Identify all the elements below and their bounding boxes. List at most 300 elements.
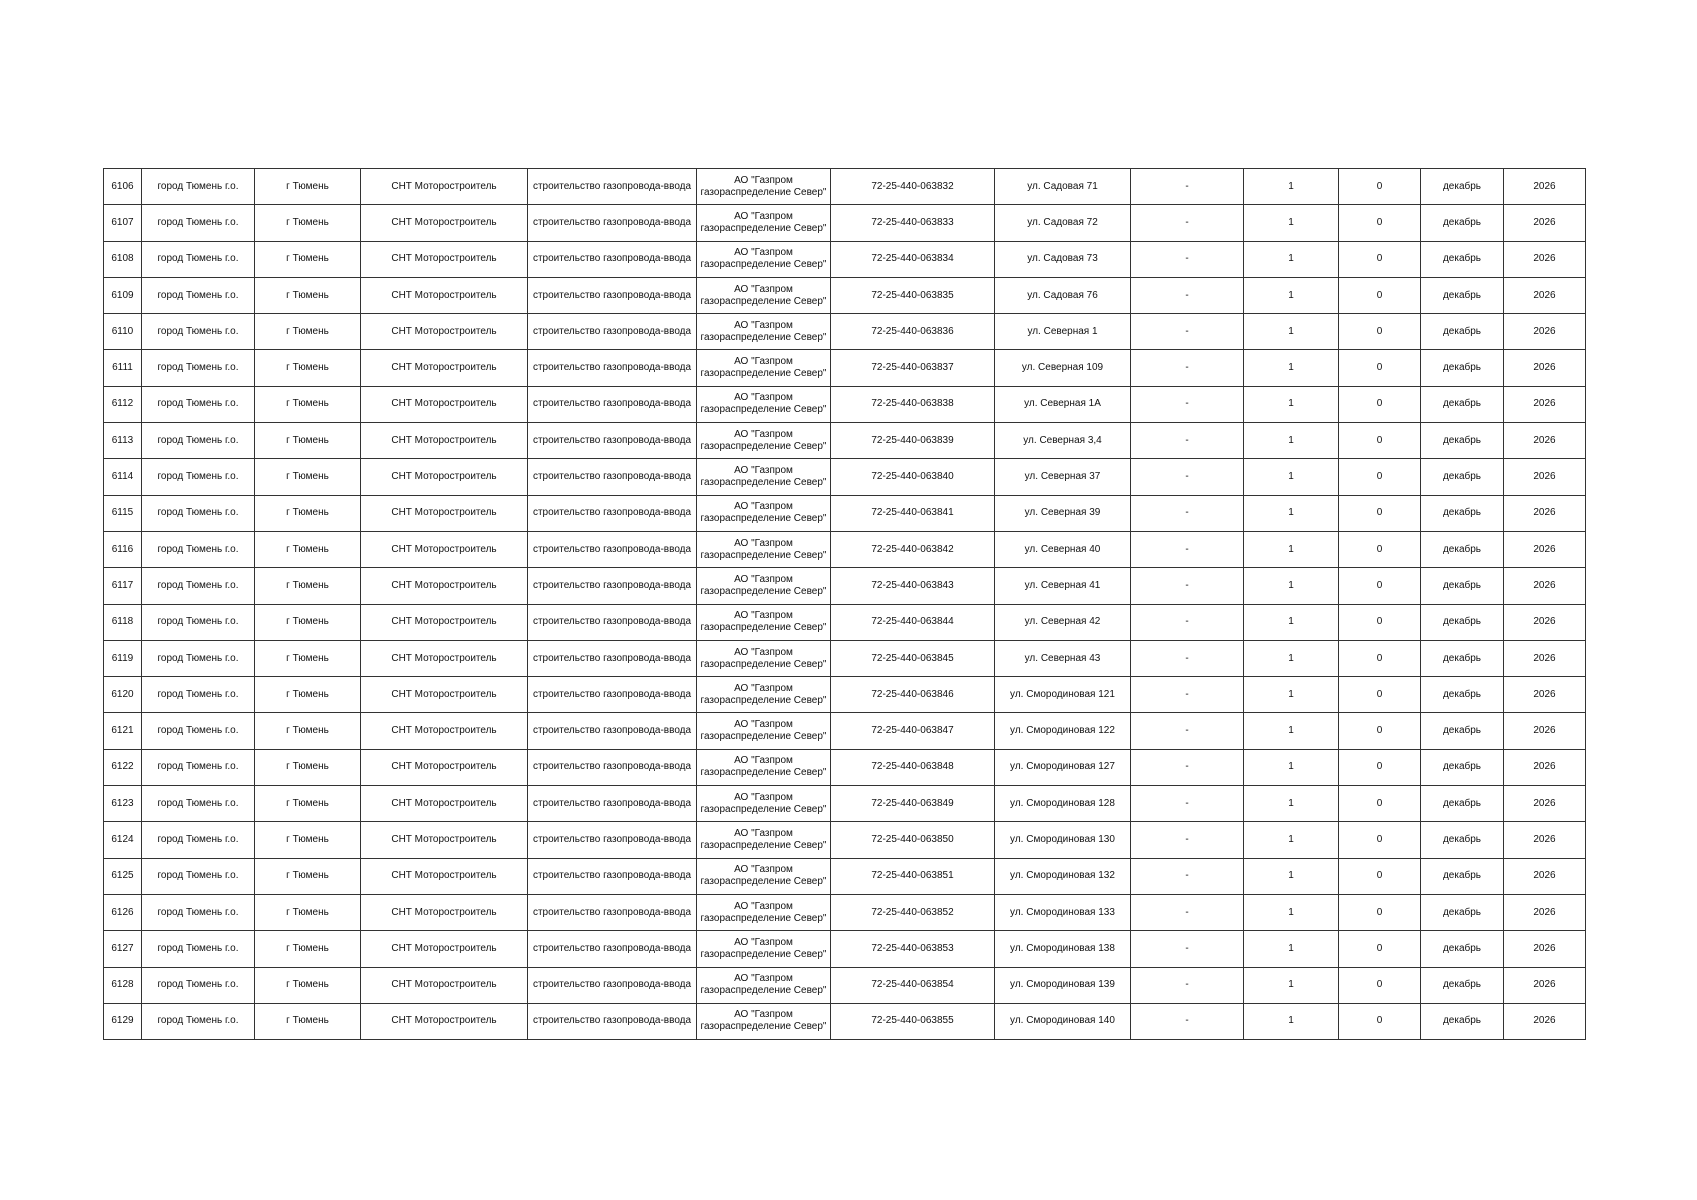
work-type-cell: строительство газопровода-ввода: [528, 967, 697, 1003]
dash-cell: -: [1131, 931, 1244, 967]
dash-cell: -: [1131, 386, 1244, 422]
work-type-cell: строительство газопровода-ввода: [528, 713, 697, 749]
zero-cell: 0: [1339, 786, 1421, 822]
zero-cell: 0: [1339, 677, 1421, 713]
address-cell: ул. Северная 37: [995, 459, 1131, 495]
table-body: [104, 169, 1586, 1040]
dash-cell: -: [1131, 314, 1244, 350]
snt-cell: СНТ Моторостроитель: [361, 386, 528, 422]
year-cell: 2026: [1504, 894, 1586, 930]
settlement-cell: г Тюмень: [255, 241, 361, 277]
quantity-cell: 1: [1244, 568, 1339, 604]
organization-line: АО "Газпром: [734, 755, 793, 767]
month-cell: декабрь: [1421, 568, 1504, 604]
work-type-cell: строительство газопровода-ввода: [528, 858, 697, 894]
organization-line: АО "Газпром: [734, 283, 793, 295]
work-type-cell: строительство газопровода-ввода: [528, 822, 697, 858]
dash-cell: -: [1131, 241, 1244, 277]
organization-line: АО "Газпром: [734, 682, 793, 694]
district-cell: город Тюмень г.о.: [142, 604, 255, 640]
month-cell: декабрь: [1421, 459, 1504, 495]
year-cell: 2026: [1504, 568, 1586, 604]
settlement-cell: г Тюмень: [255, 169, 361, 205]
cadastral-number-cell: 72-25-440-063845: [831, 640, 995, 676]
organization-line: газораспределение Север": [700, 331, 827, 343]
organization-cell: [697, 894, 831, 930]
snt-cell: СНТ Моторостроитель: [361, 423, 528, 459]
settlement-cell: г Тюмень: [255, 967, 361, 1003]
table-row: [104, 423, 1586, 459]
work-type-cell: строительство газопровода-ввода: [528, 1003, 697, 1039]
organization-line: газораспределение Север": [700, 839, 827, 851]
cadastral-number-cell: 72-25-440-063843: [831, 568, 995, 604]
organization-cell: [697, 531, 831, 567]
row-number: 6114: [104, 459, 142, 495]
snt-cell: СНТ Моторостроитель: [361, 459, 528, 495]
zero-cell: 0: [1339, 1003, 1421, 1039]
organization-line: газораспределение Север": [700, 694, 827, 706]
organization-line: АО "Газпром: [734, 1009, 793, 1021]
row-number: 6125: [104, 858, 142, 894]
month-cell: декабрь: [1421, 495, 1504, 531]
year-cell: 2026: [1504, 531, 1586, 567]
quantity-cell: 1: [1244, 241, 1339, 277]
work-type-cell: строительство газопровода-ввода: [528, 531, 697, 567]
organization-line: АО "Газпром: [734, 936, 793, 948]
district-cell: город Тюмень г.о.: [142, 205, 255, 241]
address-cell: ул. Смородиновая 133: [995, 894, 1131, 930]
zero-cell: 0: [1339, 749, 1421, 785]
organization-line: АО "Газпром: [734, 973, 793, 985]
work-type-cell: строительство газопровода-ввода: [528, 931, 697, 967]
snt-cell: СНТ Моторостроитель: [361, 277, 528, 313]
month-cell: декабрь: [1421, 1003, 1504, 1039]
organization-cell: [697, 241, 831, 277]
cadastral-number-cell: 72-25-440-063852: [831, 894, 995, 930]
quantity-cell: 1: [1244, 967, 1339, 1003]
dash-cell: -: [1131, 568, 1244, 604]
quantity-cell: 1: [1244, 314, 1339, 350]
snt-cell: СНТ Моторостроитель: [361, 967, 528, 1003]
work-type-cell: строительство газопровода-ввода: [528, 169, 697, 205]
organization-cell: [697, 604, 831, 640]
dash-cell: -: [1131, 1003, 1244, 1039]
month-cell: декабрь: [1421, 169, 1504, 205]
organization-line: газораспределение Север": [700, 368, 827, 380]
address-cell: ул. Северная 41: [995, 568, 1131, 604]
address-cell: ул. Смородиновая 122: [995, 713, 1131, 749]
settlement-cell: г Тюмень: [255, 822, 361, 858]
quantity-cell: 1: [1244, 822, 1339, 858]
district-cell: город Тюмень г.о.: [142, 241, 255, 277]
organization-cell: [697, 568, 831, 604]
table-row: [104, 1003, 1586, 1039]
address-cell: ул. Смородиновая 139: [995, 967, 1131, 1003]
month-cell: декабрь: [1421, 713, 1504, 749]
work-type-cell: строительство газопровода-ввода: [528, 205, 697, 241]
snt-cell: СНТ Моторостроитель: [361, 786, 528, 822]
district-cell: город Тюмень г.о.: [142, 640, 255, 676]
dash-cell: -: [1131, 495, 1244, 531]
table-row: [104, 749, 1586, 785]
address-cell: ул. Северная 1: [995, 314, 1131, 350]
snt-cell: СНТ Моторостроитель: [361, 205, 528, 241]
address-cell: ул. Смородиновая 121: [995, 677, 1131, 713]
snt-cell: СНТ Моторостроитель: [361, 495, 528, 531]
cadastral-number-cell: 72-25-440-063847: [831, 713, 995, 749]
work-type-cell: строительство газопровода-ввода: [528, 604, 697, 640]
work-type-cell: строительство газопровода-ввода: [528, 568, 697, 604]
organization-line: газораспределение Север": [700, 658, 827, 670]
quantity-cell: 1: [1244, 350, 1339, 386]
table-row: [104, 786, 1586, 822]
year-cell: 2026: [1504, 277, 1586, 313]
work-type-cell: строительство газопровода-ввода: [528, 749, 697, 785]
address-cell: ул. Смородиновая 140: [995, 1003, 1131, 1039]
quantity-cell: 1: [1244, 531, 1339, 567]
organization-cell: [697, 786, 831, 822]
organization-line: АО "Газпром: [734, 501, 793, 513]
organization-line: АО "Газпром: [734, 392, 793, 404]
year-cell: 2026: [1504, 386, 1586, 422]
quantity-cell: 1: [1244, 459, 1339, 495]
district-cell: город Тюмень г.о.: [142, 423, 255, 459]
quantity-cell: 1: [1244, 894, 1339, 930]
dash-cell: -: [1131, 169, 1244, 205]
month-cell: декабрь: [1421, 786, 1504, 822]
quantity-cell: 1: [1244, 713, 1339, 749]
snt-cell: СНТ Моторостроитель: [361, 640, 528, 676]
address-cell: ул. Северная 3,4: [995, 423, 1131, 459]
cadastral-number-cell: 72-25-440-063835: [831, 277, 995, 313]
snt-cell: СНТ Моторостроитель: [361, 749, 528, 785]
organization-line: АО "Газпром: [734, 573, 793, 585]
quantity-cell: 1: [1244, 495, 1339, 531]
settlement-cell: г Тюмень: [255, 677, 361, 713]
year-cell: 2026: [1504, 350, 1586, 386]
organization-cell: [697, 350, 831, 386]
district-cell: город Тюмень г.о.: [142, 786, 255, 822]
quantity-cell: 1: [1244, 640, 1339, 676]
address-cell: ул. Северная 1А: [995, 386, 1131, 422]
year-cell: 2026: [1504, 604, 1586, 640]
year-cell: 2026: [1504, 713, 1586, 749]
organization-line: газораспределение Север": [700, 585, 827, 597]
district-cell: город Тюмень г.о.: [142, 350, 255, 386]
settlement-cell: г Тюмень: [255, 858, 361, 894]
settlement-cell: г Тюмень: [255, 459, 361, 495]
zero-cell: 0: [1339, 858, 1421, 894]
work-type-cell: строительство газопровода-ввода: [528, 786, 697, 822]
year-cell: 2026: [1504, 931, 1586, 967]
dash-cell: -: [1131, 277, 1244, 313]
table-row: [104, 350, 1586, 386]
year-cell: 2026: [1504, 495, 1586, 531]
zero-cell: 0: [1339, 386, 1421, 422]
organization-line: газораспределение Север": [700, 876, 827, 888]
quantity-cell: 1: [1244, 749, 1339, 785]
district-cell: город Тюмень г.о.: [142, 531, 255, 567]
cadastral-number-cell: 72-25-440-063841: [831, 495, 995, 531]
work-type-cell: строительство газопровода-ввода: [528, 495, 697, 531]
cadastral-number-cell: 72-25-440-063846: [831, 677, 995, 713]
organization-cell: [697, 858, 831, 894]
month-cell: декабрь: [1421, 314, 1504, 350]
organization-line: газораспределение Север": [700, 477, 827, 489]
settlement-cell: г Тюмень: [255, 786, 361, 822]
table-row: [104, 604, 1586, 640]
table-row: [104, 677, 1586, 713]
organization-line: газораспределение Север": [700, 803, 827, 815]
organization-line: газораспределение Север": [700, 440, 827, 452]
table-row: [104, 314, 1586, 350]
organization-line: газораспределение Север": [700, 767, 827, 779]
organization-cell: [697, 677, 831, 713]
organization-line: АО "Газпром: [734, 610, 793, 622]
address-cell: ул. Северная 42: [995, 604, 1131, 640]
month-cell: декабрь: [1421, 423, 1504, 459]
organization-cell: [697, 495, 831, 531]
organization-cell: [697, 459, 831, 495]
zero-cell: 0: [1339, 241, 1421, 277]
row-number: 6124: [104, 822, 142, 858]
organization-line: АО "Газпром: [734, 791, 793, 803]
row-number: 6108: [104, 241, 142, 277]
snt-cell: СНТ Моторостроитель: [361, 350, 528, 386]
organization-cell: [697, 277, 831, 313]
table-row: [104, 713, 1586, 749]
settlement-cell: г Тюмень: [255, 423, 361, 459]
organization-line: АО "Газпром: [734, 247, 793, 259]
settlement-cell: г Тюмень: [255, 350, 361, 386]
organization-cell: [697, 713, 831, 749]
organization-line: АО "Газпром: [734, 864, 793, 876]
settlement-cell: г Тюмень: [255, 205, 361, 241]
quantity-cell: 1: [1244, 931, 1339, 967]
settlement-cell: г Тюмень: [255, 531, 361, 567]
month-cell: декабрь: [1421, 894, 1504, 930]
month-cell: декабрь: [1421, 531, 1504, 567]
organization-line: газораспределение Север": [700, 731, 827, 743]
month-cell: декабрь: [1421, 822, 1504, 858]
row-number: 6117: [104, 568, 142, 604]
zero-cell: 0: [1339, 423, 1421, 459]
address-cell: ул. Садовая 73: [995, 241, 1131, 277]
dash-cell: -: [1131, 640, 1244, 676]
district-cell: город Тюмень г.о.: [142, 568, 255, 604]
table-row: [104, 568, 1586, 604]
table-row: [104, 531, 1586, 567]
zero-cell: 0: [1339, 205, 1421, 241]
work-type-cell: строительство газопровода-ввода: [528, 894, 697, 930]
year-cell: 2026: [1504, 205, 1586, 241]
month-cell: декабрь: [1421, 386, 1504, 422]
cadastral-number-cell: 72-25-440-063849: [831, 786, 995, 822]
year-cell: 2026: [1504, 1003, 1586, 1039]
dash-cell: -: [1131, 749, 1244, 785]
month-cell: декабрь: [1421, 205, 1504, 241]
table-row: [104, 169, 1586, 205]
work-type-cell: строительство газопровода-ввода: [528, 241, 697, 277]
district-cell: город Тюмень г.о.: [142, 858, 255, 894]
work-type-cell: строительство газопровода-ввода: [528, 677, 697, 713]
organization-line: газораспределение Север": [700, 622, 827, 634]
year-cell: 2026: [1504, 423, 1586, 459]
organization-cell: [697, 314, 831, 350]
settlement-cell: г Тюмень: [255, 495, 361, 531]
dash-cell: -: [1131, 894, 1244, 930]
organization-line: газораспределение Север": [700, 1021, 827, 1033]
district-cell: город Тюмень г.о.: [142, 386, 255, 422]
snt-cell: СНТ Моторостроитель: [361, 604, 528, 640]
quantity-cell: 1: [1244, 677, 1339, 713]
zero-cell: 0: [1339, 604, 1421, 640]
dash-cell: -: [1131, 205, 1244, 241]
snt-cell: СНТ Моторостроитель: [361, 531, 528, 567]
snt-cell: СНТ Моторостроитель: [361, 314, 528, 350]
table-row: [104, 931, 1586, 967]
address-cell: ул. Северная 109: [995, 350, 1131, 386]
month-cell: декабрь: [1421, 931, 1504, 967]
address-cell: ул. Садовая 76: [995, 277, 1131, 313]
snt-cell: СНТ Моторостроитель: [361, 241, 528, 277]
settlement-cell: г Тюмень: [255, 277, 361, 313]
snt-cell: СНТ Моторостроитель: [361, 568, 528, 604]
organization-line: АО "Газпром: [734, 900, 793, 912]
organization-cell: [697, 822, 831, 858]
organization-line: АО "Газпром: [734, 428, 793, 440]
district-cell: город Тюмень г.о.: [142, 277, 255, 313]
table-row: [104, 858, 1586, 894]
row-number: 6110: [104, 314, 142, 350]
work-type-cell: строительство газопровода-ввода: [528, 350, 697, 386]
organization-line: газораспределение Север": [700, 948, 827, 960]
zero-cell: 0: [1339, 822, 1421, 858]
organization-line: АО "Газпром: [734, 465, 793, 477]
year-cell: 2026: [1504, 640, 1586, 676]
dash-cell: -: [1131, 350, 1244, 386]
settlement-cell: г Тюмень: [255, 931, 361, 967]
quantity-cell: 1: [1244, 386, 1339, 422]
year-cell: 2026: [1504, 241, 1586, 277]
snt-cell: СНТ Моторостроитель: [361, 677, 528, 713]
quantity-cell: 1: [1244, 277, 1339, 313]
district-cell: город Тюмень г.о.: [142, 931, 255, 967]
settlement-cell: г Тюмень: [255, 713, 361, 749]
cadastral-number-cell: 72-25-440-063834: [831, 241, 995, 277]
cadastral-number-cell: 72-25-440-063839: [831, 423, 995, 459]
row-number: 6128: [104, 967, 142, 1003]
organization-line: АО "Газпром: [734, 356, 793, 368]
quantity-cell: 1: [1244, 1003, 1339, 1039]
dash-cell: -: [1131, 531, 1244, 567]
organization-cell: [697, 423, 831, 459]
settlement-cell: г Тюмень: [255, 604, 361, 640]
row-number: 6111: [104, 350, 142, 386]
row-number: 6129: [104, 1003, 142, 1039]
address-cell: ул. Садовая 71: [995, 169, 1131, 205]
month-cell: декабрь: [1421, 749, 1504, 785]
row-number: 6113: [104, 423, 142, 459]
table-row: [104, 205, 1586, 241]
address-cell: ул. Смородиновая 130: [995, 822, 1131, 858]
dash-cell: -: [1131, 604, 1244, 640]
month-cell: декабрь: [1421, 858, 1504, 894]
dash-cell: -: [1131, 677, 1244, 713]
work-type-cell: строительство газопровода-ввода: [528, 314, 697, 350]
zero-cell: 0: [1339, 713, 1421, 749]
district-cell: город Тюмень г.о.: [142, 1003, 255, 1039]
quantity-cell: 1: [1244, 205, 1339, 241]
address-cell: ул. Смородиновая 132: [995, 858, 1131, 894]
district-cell: город Тюмень г.о.: [142, 713, 255, 749]
table-row: [104, 640, 1586, 676]
organization-cell: [697, 640, 831, 676]
organization-line: АО "Газпром: [734, 827, 793, 839]
row-number: 6116: [104, 531, 142, 567]
cadastral-number-cell: 72-25-440-063851: [831, 858, 995, 894]
district-cell: город Тюмень г.о.: [142, 749, 255, 785]
zero-cell: 0: [1339, 568, 1421, 604]
row-number: 6115: [104, 495, 142, 531]
year-cell: 2026: [1504, 822, 1586, 858]
district-cell: город Тюмень г.о.: [142, 822, 255, 858]
month-cell: декабрь: [1421, 967, 1504, 1003]
table-row: [104, 241, 1586, 277]
cadastral-number-cell: 72-25-440-063854: [831, 967, 995, 1003]
cadastral-number-cell: 72-25-440-063855: [831, 1003, 995, 1039]
quantity-cell: 1: [1244, 858, 1339, 894]
row-number: 6122: [104, 749, 142, 785]
cadastral-number-cell: 72-25-440-063844: [831, 604, 995, 640]
row-number: 6107: [104, 205, 142, 241]
table-row: [104, 894, 1586, 930]
organization-line: АО "Газпром: [734, 319, 793, 331]
organization-line: газораспределение Север": [700, 912, 827, 924]
zero-cell: 0: [1339, 277, 1421, 313]
quantity-cell: 1: [1244, 786, 1339, 822]
table-row: [104, 386, 1586, 422]
quantity-cell: 1: [1244, 604, 1339, 640]
table-row: [104, 967, 1586, 1003]
dash-cell: -: [1131, 967, 1244, 1003]
work-type-cell: строительство газопровода-ввода: [528, 640, 697, 676]
row-number: 6123: [104, 786, 142, 822]
settlement-cell: г Тюмень: [255, 386, 361, 422]
row-number: 6119: [104, 640, 142, 676]
organization-line: газораспределение Север": [700, 404, 827, 416]
zero-cell: 0: [1339, 314, 1421, 350]
organization-line: АО "Газпром: [734, 210, 793, 222]
dash-cell: -: [1131, 822, 1244, 858]
month-cell: декабрь: [1421, 350, 1504, 386]
organization-line: АО "Газпром: [734, 174, 793, 186]
address-cell: ул. Смородиновая 128: [995, 786, 1131, 822]
zero-cell: 0: [1339, 169, 1421, 205]
table-row: [104, 459, 1586, 495]
cadastral-number-cell: 72-25-440-063842: [831, 531, 995, 567]
organization-line: газораспределение Север": [700, 222, 827, 234]
dash-cell: -: [1131, 423, 1244, 459]
year-cell: 2026: [1504, 786, 1586, 822]
work-type-cell: строительство газопровода-ввода: [528, 459, 697, 495]
year-cell: 2026: [1504, 459, 1586, 495]
district-cell: город Тюмень г.о.: [142, 169, 255, 205]
organization-line: газораспределение Север": [700, 259, 827, 271]
organization-cell: [697, 931, 831, 967]
cadastral-number-cell: 72-25-440-063853: [831, 931, 995, 967]
zero-cell: 0: [1339, 931, 1421, 967]
